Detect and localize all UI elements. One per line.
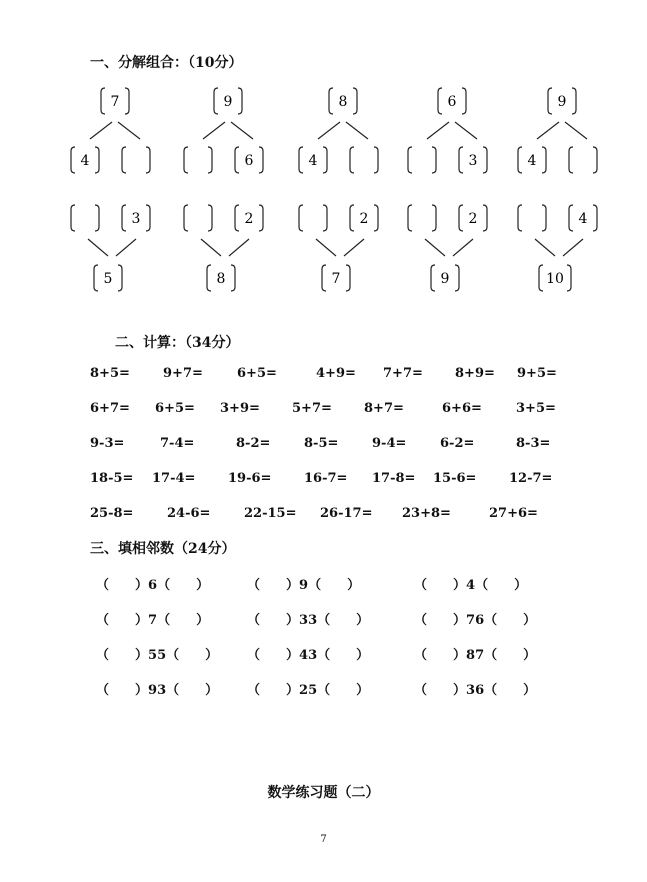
calc-problem: 8+9= xyxy=(455,366,495,381)
tree-top-total-value: 7 xyxy=(110,94,120,110)
tree-top-left-part-value: 4 xyxy=(527,153,537,169)
tree-branch-line xyxy=(344,239,364,256)
blank-open-paren: （ xyxy=(414,648,428,663)
tree-top-right-part-value: 6 xyxy=(244,153,254,169)
blank-close-paren: ） xyxy=(356,613,370,628)
calc-problem: 9+7= xyxy=(163,366,203,381)
blank-open-paren: （ xyxy=(308,578,322,593)
blank-open-paren: （ xyxy=(414,683,428,698)
calc-problem: 9-4= xyxy=(372,436,407,451)
blank-close-paren: ） xyxy=(514,578,528,593)
tree-branch-line xyxy=(455,122,477,139)
tree-top-total-value: 9 xyxy=(557,94,567,110)
blank-close-paren: ） xyxy=(135,648,149,663)
tree-branch-line xyxy=(118,122,140,139)
tree-branch-line xyxy=(116,239,136,256)
calc-problem: 18-5= xyxy=(90,471,134,486)
tree-bottom-left-part xyxy=(184,205,212,231)
blank-open-paren: （ xyxy=(317,648,331,663)
tree-branch-line xyxy=(537,122,559,139)
tree-bottom-total xyxy=(431,265,459,291)
blank-close-paren: ） xyxy=(523,648,537,663)
blank-close-paren: ） xyxy=(135,683,149,698)
blank-open-paren: （ xyxy=(247,648,261,663)
calc-problem: 8+7= xyxy=(364,401,404,416)
tree-branch-line xyxy=(316,239,336,256)
tree-bottom-3 xyxy=(299,205,378,291)
page-title: 数学练习题（二） xyxy=(267,785,380,801)
tree-bottom-total-value: 10 xyxy=(546,271,564,287)
tree-branch-line xyxy=(203,122,225,139)
neighbor-number-item xyxy=(96,644,218,663)
tree-branch-line xyxy=(535,239,555,256)
blank-close-paren: ） xyxy=(286,613,300,628)
section3-heading: 三、填相邻数（24分） xyxy=(90,541,236,557)
calc-problem: 3+9= xyxy=(220,401,260,416)
blank-open-paren: （ xyxy=(166,648,180,663)
tree-top-total xyxy=(438,88,466,114)
calc-problem: 8+5= xyxy=(90,366,130,381)
blank-open-paren: （ xyxy=(247,683,261,698)
calc-problem: 5+7= xyxy=(292,401,332,416)
tree-top-total-value: 9 xyxy=(223,94,233,110)
neighbor-number-item xyxy=(247,644,369,663)
blank-close-paren: ） xyxy=(205,683,219,698)
neighbor-number-item xyxy=(247,679,369,698)
center-number: 36 xyxy=(466,683,485,698)
calc-problem: 6+6= xyxy=(442,401,482,416)
center-number: 9 xyxy=(299,578,309,593)
calc-problem: 4+9= xyxy=(316,366,356,381)
calc-problem: 8-5= xyxy=(304,436,339,451)
calc-problem: 6+5= xyxy=(155,401,195,416)
center-number: 7 xyxy=(148,613,158,628)
center-number: 25 xyxy=(299,683,318,698)
tree-top-right-part xyxy=(350,147,378,173)
tree-branch-line xyxy=(565,122,587,139)
calc-problem: 12-7= xyxy=(509,471,553,486)
calc-problem: 16-7= xyxy=(304,471,348,486)
tree-top-left-part xyxy=(184,147,212,173)
blank-close-paren: ） xyxy=(286,683,300,698)
tree-top-total-value: 8 xyxy=(338,94,348,110)
tree-top-total xyxy=(548,88,576,114)
tree-top-5 xyxy=(518,88,597,173)
tree-top-right-part xyxy=(235,147,263,173)
tree-branch-line xyxy=(346,122,368,139)
calc-problem: 23+8= xyxy=(402,506,451,521)
center-number: 43 xyxy=(299,648,318,663)
neighbor-number-item xyxy=(414,574,527,593)
blank-close-paren: ） xyxy=(453,648,467,663)
tree-top-left-part xyxy=(408,147,436,173)
blank-close-paren: ） xyxy=(356,683,370,698)
blank-open-paren: （ xyxy=(96,683,110,698)
tree-branch-line xyxy=(427,122,449,139)
calc-problem: 7+7= xyxy=(383,366,423,381)
center-number: 93 xyxy=(148,683,167,698)
tree-bottom-5 xyxy=(518,205,597,291)
tree-top-left-part xyxy=(299,147,327,173)
blank-open-paren: （ xyxy=(484,648,498,663)
center-number: 4 xyxy=(466,578,476,593)
center-number: 33 xyxy=(299,613,318,628)
tree-top-total xyxy=(214,88,242,114)
tree-top-left-part xyxy=(71,147,99,173)
blank-close-paren: ） xyxy=(135,578,149,593)
tree-bottom-total xyxy=(207,265,235,291)
blank-close-paren: ） xyxy=(347,578,361,593)
blank-open-paren: （ xyxy=(484,613,498,628)
section2-heading: 二、计算：（34分） xyxy=(115,335,240,351)
blank-open-paren: （ xyxy=(414,613,428,628)
blank-close-paren: ） xyxy=(196,613,210,628)
calc-problem: 27+6= xyxy=(489,506,538,521)
tree-top-right-part-value: 3 xyxy=(468,153,478,169)
neighbor-number-item xyxy=(96,574,209,593)
calc-problem: 25-8= xyxy=(90,506,134,521)
calc-problem: 17-4= xyxy=(152,471,196,486)
tree-bottom-left-part xyxy=(518,205,546,231)
tree-bottom-right-part xyxy=(350,205,378,231)
tree-bottom-2 xyxy=(184,205,263,291)
blank-close-paren: ） xyxy=(196,578,210,593)
calc-problem: 17-8= xyxy=(372,471,416,486)
neighbor-number-item xyxy=(414,679,536,698)
center-number: 6 xyxy=(148,578,158,593)
tree-bottom-right-part-value: 2 xyxy=(359,211,369,227)
tree-branch-line xyxy=(88,239,108,256)
blank-close-paren: ） xyxy=(286,648,300,663)
neighbor-number-item xyxy=(96,679,218,698)
tree-bottom-right-part-value: 4 xyxy=(578,211,588,227)
calc-problem: 6-2= xyxy=(440,436,475,451)
calc-problem: 8-2= xyxy=(236,436,271,451)
blank-close-paren: ） xyxy=(356,648,370,663)
tree-branch-line xyxy=(563,239,583,256)
blank-open-paren: （ xyxy=(96,578,110,593)
tree-bottom-4 xyxy=(408,205,487,291)
blank-open-paren: （ xyxy=(96,648,110,663)
calc-problem: 8-3= xyxy=(516,436,551,451)
tree-bottom-left-part xyxy=(71,205,99,231)
neighbor-number-item xyxy=(96,609,209,628)
blank-open-paren: （ xyxy=(317,613,331,628)
tree-bottom-total-value: 7 xyxy=(331,271,341,287)
tree-bottom-right-part xyxy=(122,205,150,231)
center-number: 76 xyxy=(466,613,485,628)
calc-problem: 7-4= xyxy=(160,436,195,451)
tree-branch-line xyxy=(229,239,249,256)
tree-top-total xyxy=(101,88,129,114)
blank-close-paren: ） xyxy=(523,683,537,698)
tree-top-left-part-value: 4 xyxy=(308,153,318,169)
tree-top-1 xyxy=(71,88,150,173)
calc-problem: 15-6= xyxy=(433,471,477,486)
tree-top-3 xyxy=(299,88,378,173)
calc-problem: 6+7= xyxy=(90,401,130,416)
blank-open-paren: （ xyxy=(166,683,180,698)
calc-problem: 9-3= xyxy=(90,436,125,451)
calc-problem: 19-6= xyxy=(228,471,272,486)
tree-bottom-right-part xyxy=(569,205,597,231)
blank-open-paren: （ xyxy=(157,578,171,593)
blank-open-paren: （ xyxy=(484,683,498,698)
neighbor-number-item xyxy=(414,644,536,663)
blank-close-paren: ） xyxy=(453,613,467,628)
calc-problem: 24-6= xyxy=(167,506,211,521)
tree-bottom-left-part xyxy=(299,205,327,231)
tree-top-total xyxy=(329,88,357,114)
tree-bottom-total-value: 5 xyxy=(103,271,113,287)
tree-top-right-part xyxy=(122,147,150,173)
page-number: 7 xyxy=(320,834,327,845)
tree-bottom-right-part xyxy=(235,205,263,231)
neighbor-number-item xyxy=(414,609,536,628)
blank-open-paren: （ xyxy=(247,578,261,593)
tree-bottom-total xyxy=(539,265,571,291)
neighbor-number-item xyxy=(247,609,369,628)
tree-bottom-total-value: 9 xyxy=(440,271,450,287)
tree-top-left-part-value: 4 xyxy=(80,153,90,169)
calc-problem: 6+5= xyxy=(237,366,277,381)
tree-top-right-part xyxy=(459,147,487,173)
center-number: 87 xyxy=(466,648,485,663)
neighbor-number-item xyxy=(247,574,360,593)
tree-bottom-1 xyxy=(71,205,150,291)
tree-branch-line xyxy=(201,239,221,256)
calc-problem: 22-15= xyxy=(244,506,297,521)
blank-open-paren: （ xyxy=(96,613,110,628)
tree-bottom-right-part xyxy=(459,205,487,231)
tree-branch-line xyxy=(453,239,473,256)
calc-problem: 9+5= xyxy=(517,366,557,381)
tree-bottom-total xyxy=(322,265,350,291)
blank-open-paren: （ xyxy=(157,613,171,628)
tree-bottom-left-part xyxy=(408,205,436,231)
blank-close-paren: ） xyxy=(286,578,300,593)
tree-top-2 xyxy=(184,88,263,173)
tree-branch-line xyxy=(231,122,253,139)
tree-top-left-part xyxy=(518,147,546,173)
decomposition-trees xyxy=(0,0,647,310)
tree-top-right-part xyxy=(569,147,597,173)
tree-bottom-right-part-value: 2 xyxy=(468,211,478,227)
tree-bottom-right-part-value: 2 xyxy=(244,211,254,227)
blank-close-paren: ） xyxy=(453,578,467,593)
tree-branch-line xyxy=(318,122,340,139)
blank-open-paren: （ xyxy=(475,578,489,593)
blank-close-paren: ） xyxy=(523,613,537,628)
tree-branch-line xyxy=(425,239,445,256)
blank-open-paren: （ xyxy=(317,683,331,698)
blank-close-paren: ） xyxy=(453,683,467,698)
blank-close-paren: ） xyxy=(205,648,219,663)
blank-open-paren: （ xyxy=(414,578,428,593)
tree-bottom-right-part-value: 3 xyxy=(131,211,141,227)
tree-top-total-value: 6 xyxy=(447,94,457,110)
calc-problem: 26-17= xyxy=(320,506,373,521)
section1-heading: 一、分解组合：（10分） xyxy=(90,55,243,71)
tree-branch-line xyxy=(90,122,112,139)
tree-bottom-total xyxy=(94,265,122,291)
tree-bottom-total-value: 8 xyxy=(216,271,226,287)
blank-open-paren: （ xyxy=(247,613,261,628)
blank-close-paren: ） xyxy=(135,613,149,628)
tree-top-4 xyxy=(408,88,487,173)
center-number: 55 xyxy=(148,648,167,663)
calc-problem: 3+5= xyxy=(516,401,556,416)
